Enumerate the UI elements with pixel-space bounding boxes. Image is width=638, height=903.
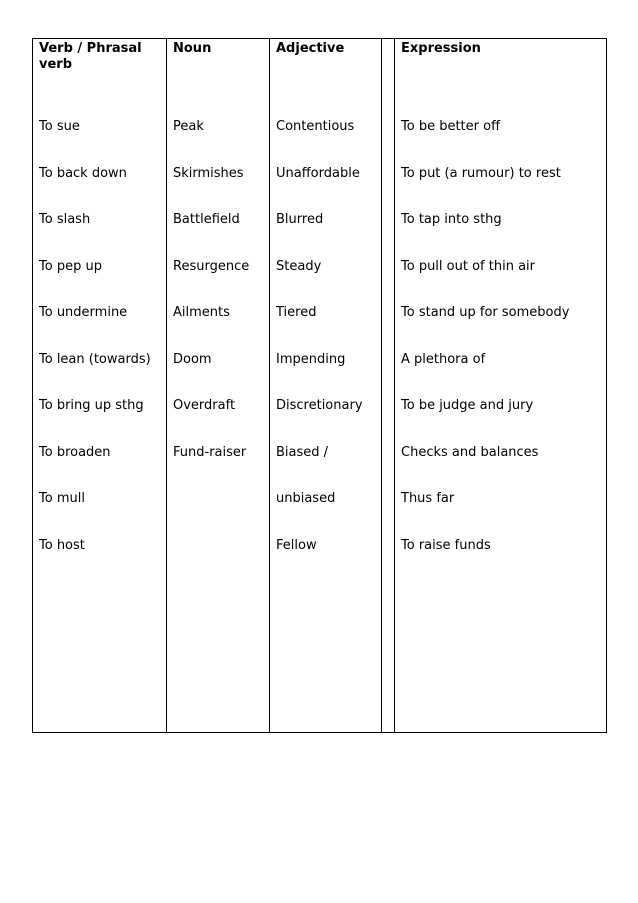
list-item: To raise funds bbox=[401, 537, 491, 553]
list-item: unbiased bbox=[276, 491, 336, 506]
list-item: Resurgence bbox=[173, 258, 250, 274]
column-header-verb: Verb / Phrasal verb bbox=[39, 41, 142, 72]
list-item: Fund-raiser bbox=[173, 444, 247, 460]
list-item: Impending bbox=[276, 351, 346, 367]
list-item: To bring up sthg bbox=[39, 398, 144, 413]
list-item: Blurred bbox=[276, 212, 324, 227]
column-adjective bbox=[270, 39, 382, 732]
column-header-adjective: Adjective bbox=[276, 41, 345, 56]
list-item: To put (a rumour) to rest bbox=[401, 165, 561, 181]
list-item: To broaden bbox=[39, 444, 111, 460]
column-verb bbox=[33, 39, 167, 732]
list-item: To pep up bbox=[39, 258, 102, 274]
list-item: A plethora of bbox=[401, 351, 486, 367]
list-item: Overdraft bbox=[173, 398, 236, 413]
list-adjective bbox=[276, 88, 379, 584]
list-expression bbox=[401, 88, 604, 584]
list-item: To lean (towards) bbox=[39, 351, 151, 367]
list-item: Ailments bbox=[173, 305, 230, 320]
column-noun bbox=[167, 39, 270, 732]
vocabulary-table bbox=[32, 38, 607, 733]
list-item: To back down bbox=[39, 165, 127, 181]
list-item: To mull bbox=[39, 491, 85, 506]
list-item: To stand up for somebody bbox=[401, 305, 570, 320]
list-item: Battlefield bbox=[173, 212, 240, 227]
column-blank bbox=[382, 39, 395, 732]
list-item: To slash bbox=[39, 212, 91, 227]
list-item: Steady bbox=[276, 258, 322, 274]
list-item: Fellow bbox=[276, 537, 317, 553]
list-item: To be better off bbox=[401, 119, 501, 134]
list-item: To be judge and jury bbox=[401, 398, 534, 413]
list-item: To sue bbox=[39, 119, 80, 134]
list-item: Doom bbox=[173, 351, 212, 367]
list-item: To undermine bbox=[39, 305, 128, 320]
list-item: Checks and balances bbox=[401, 444, 539, 460]
list-verb bbox=[39, 88, 164, 584]
list-item: Discretionary bbox=[276, 398, 363, 413]
list-item: Contentious bbox=[276, 119, 355, 134]
list-item: Biased / bbox=[276, 444, 329, 460]
column-header-noun: Noun bbox=[173, 41, 212, 56]
list-item: Unaffordable bbox=[276, 165, 360, 181]
column-expression bbox=[395, 39, 606, 732]
list-item: Skirmishes bbox=[173, 165, 244, 181]
list-item: Peak bbox=[173, 119, 204, 134]
list-item: To pull out of thin air bbox=[401, 258, 535, 274]
list-item: Tiered bbox=[276, 305, 317, 320]
list-item: Thus far bbox=[401, 491, 455, 506]
list-item: To tap into sthg bbox=[401, 212, 502, 227]
list-noun bbox=[173, 88, 267, 491]
column-header-expression: Expression bbox=[401, 41, 481, 56]
list-item: To host bbox=[39, 537, 85, 553]
